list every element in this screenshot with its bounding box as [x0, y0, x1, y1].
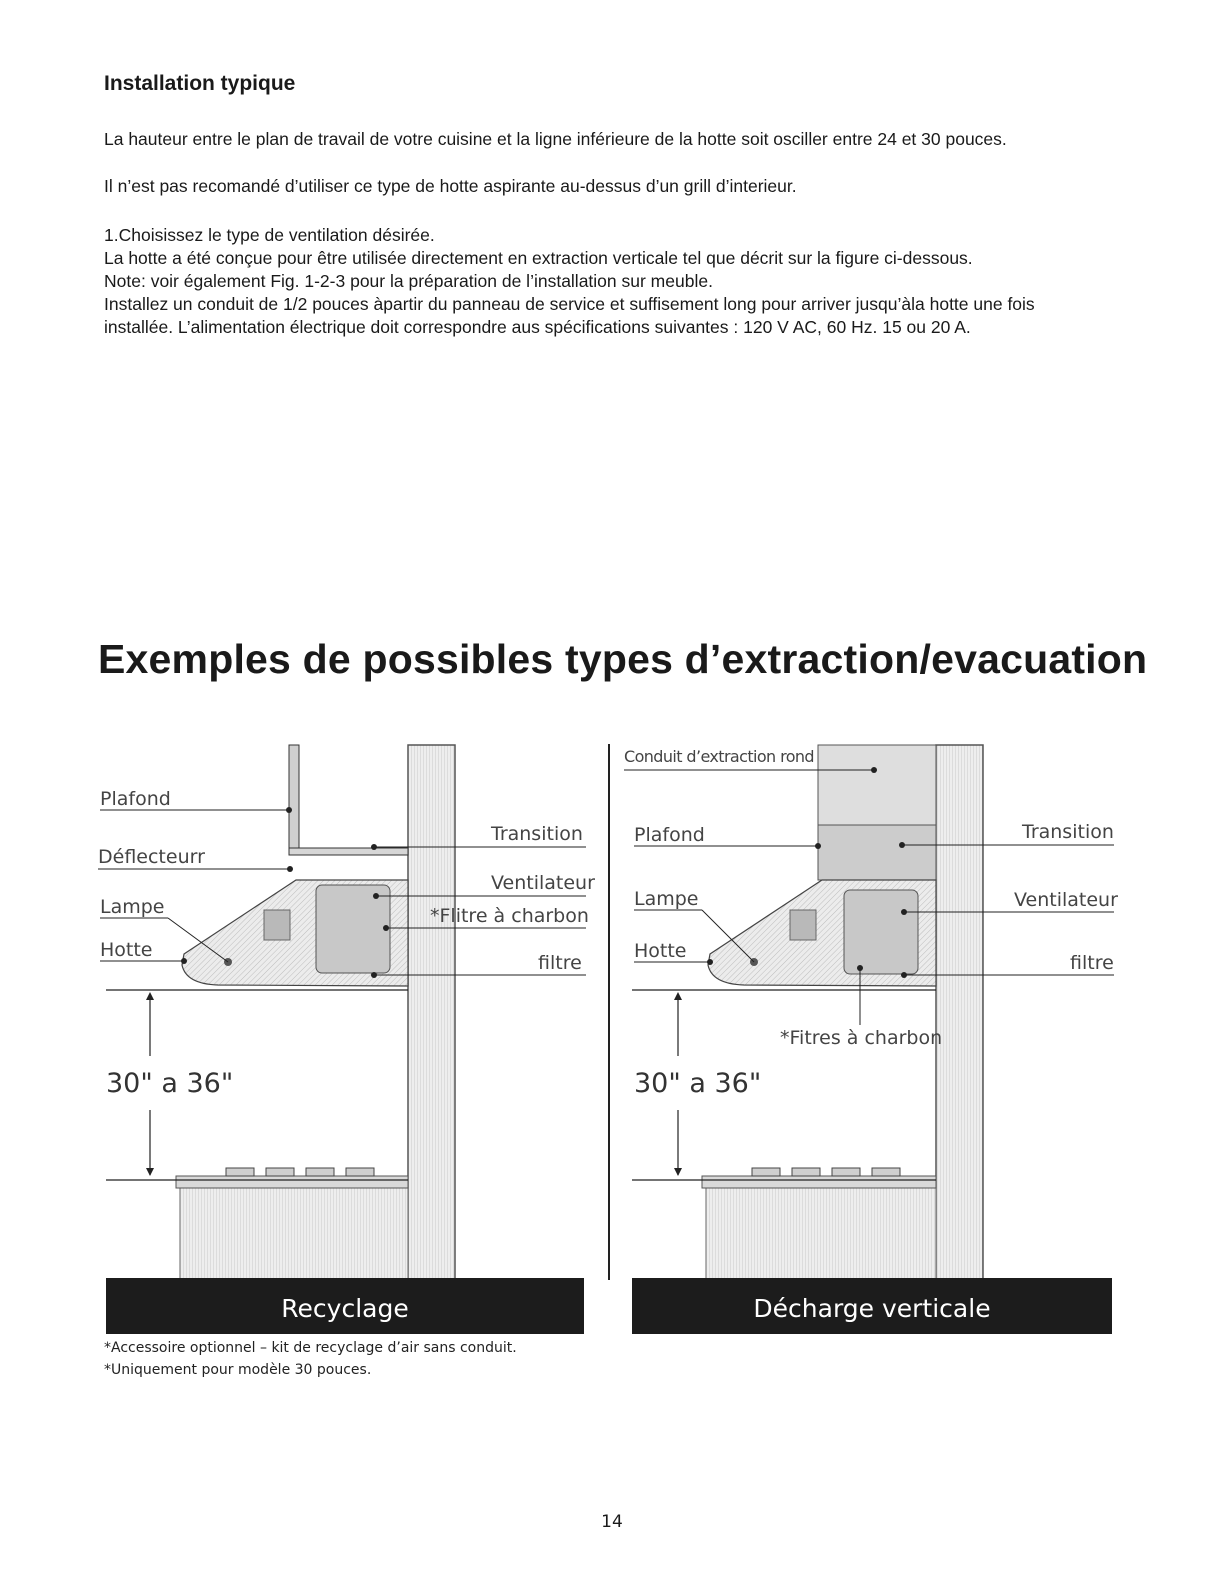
label-transition: Transition [1022, 821, 1114, 843]
wall [408, 745, 455, 1320]
diagram-decharge-verticale [622, 740, 1118, 1340]
banner-recyclage-text: Recyclage [281, 1294, 409, 1323]
label-hotte: Hotte [634, 940, 687, 962]
main-title: Exemples de possibles types d’extraction/evacuation [98, 636, 1148, 682]
burner-grates [226, 1168, 374, 1176]
ceiling-soffit [289, 745, 299, 855]
footnote-model: *Uniquement pour modèle 30 pouces. [104, 1362, 372, 1378]
ventilator [844, 890, 918, 974]
label-lampe: Lampe [100, 896, 165, 918]
cabinet [706, 1180, 936, 1280]
label-ventilateur: Ventilateur [491, 872, 595, 894]
label-ventilateur: Ventilateur [1014, 889, 1118, 911]
dimension-label: 30" a 36" [106, 1068, 234, 1099]
banner-decharge-text: Décharge verticale [753, 1294, 991, 1323]
paragraph-height: La hauteur entre le plan de travail de votre cuisine et la ligne inférieure de la hotte soit osciller entre 24 et 30 pouces. [104, 129, 1007, 149]
paragraph-grill-warning: Il n’est pas recomandé d’utiliser ce type de hotte aspirante au-dessus d’un grill d’interieur. [104, 176, 797, 196]
burner-grates [752, 1168, 900, 1176]
paragraph-note: Note: voir également Fig. 1-2-3 pour la préparation de l’installation sur meuble. [104, 271, 713, 291]
diagram-recyclage [96, 740, 596, 1340]
paragraph-step-1: 1.Choisissez le type de ventilation désirée. [104, 225, 435, 245]
cooktop [176, 1176, 408, 1188]
dimension-label: 30" a 36" [634, 1068, 762, 1099]
label-filtre: filtre [1070, 952, 1114, 974]
label-filtre: filtre [538, 952, 582, 974]
label-hotte: Hotte [100, 939, 153, 961]
cooktop [702, 1176, 936, 1188]
paragraph-electrical: Installez un conduit de 1/2 pouces àpartir du panneau de service et suffisement long pour arriver jusqu’àla hotte une fois installée. L’alimentation électrique doit correspondre aus spécifications suivantes : 120 V AC, 60 Hz. 15 ou 20 A. [104, 294, 1035, 337]
page-number: 14 [601, 1512, 623, 1532]
label-plafond: Plafond [100, 788, 171, 810]
label-transition: Transition [491, 823, 583, 845]
label-deflecteur: Déflecteurr [98, 846, 205, 868]
wall [936, 745, 983, 1320]
section-heading: Installation typique [104, 72, 296, 95]
filter-grid [264, 910, 290, 940]
label-plafond: Plafond [634, 824, 705, 846]
label-filtre-charbon: *Flitre à charbon [430, 905, 589, 927]
label-conduit: Conduit d’extraction rond [624, 747, 814, 766]
deflector [289, 848, 408, 855]
footnote-accessory: *Accessoire optionnel – kit de recyclage d’air sans conduit. [104, 1340, 517, 1356]
filter-grid [790, 910, 816, 940]
transition-piece [818, 825, 936, 880]
cabinet [180, 1180, 408, 1280]
diagram-divider [608, 744, 610, 1280]
ventilator [316, 885, 390, 973]
paragraph-vertical-extraction: La hotte a été conçue pour être utilisée directement en extraction verticale tel que décrit sur la figure ci-dessous. [104, 248, 973, 268]
label-lampe: Lampe [634, 888, 699, 910]
round-duct [818, 745, 936, 825]
label-filtres-charbon: *Fitres à charbon [780, 1027, 943, 1049]
